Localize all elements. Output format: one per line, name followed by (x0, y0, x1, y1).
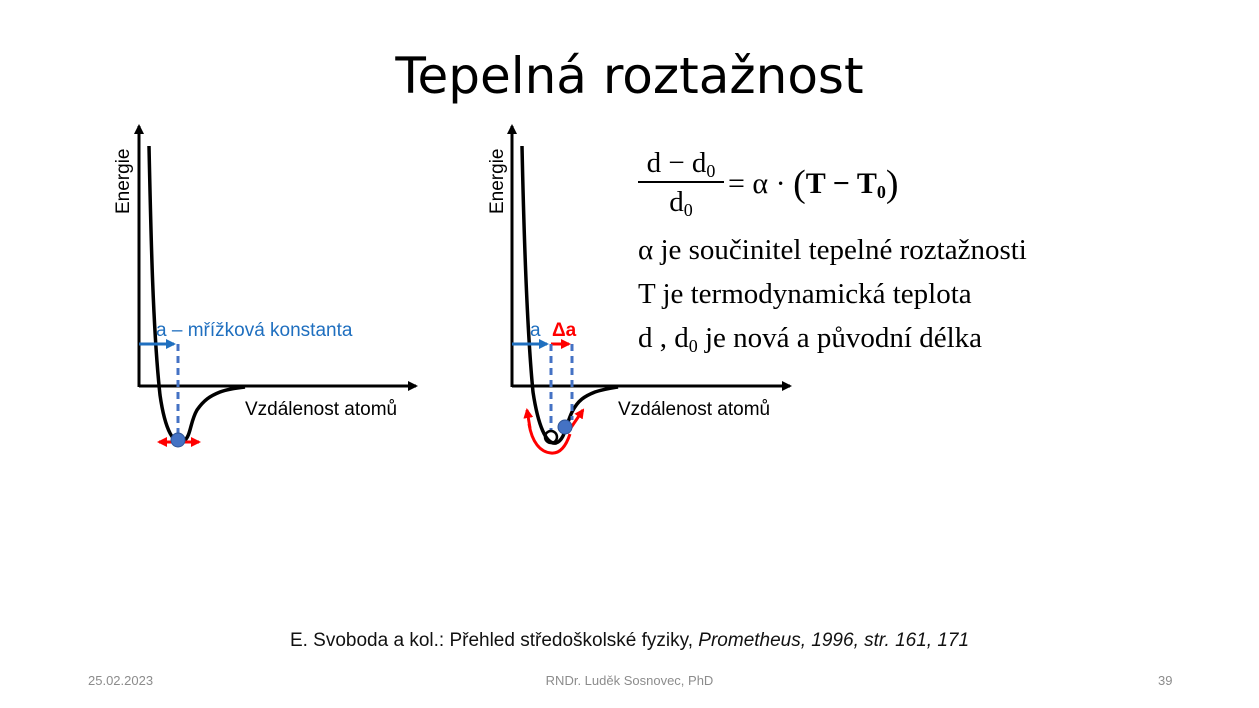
right-a-label: a (530, 320, 541, 341)
footer-author: RNDr. Luděk Sosnovec, PhD (545, 673, 714, 688)
formula-denominator: $d_0$ (669, 186, 693, 220)
right-potential-curve (522, 146, 618, 443)
definitions (638, 228, 1108, 360)
right-distance-axis-label: Vzdálenost atomů (618, 399, 771, 420)
left-lattice-label: a – mřížková konstanta (156, 320, 353, 341)
formula-right-side: = $\alpha \cdot (T - T_0)$ (728, 163, 899, 205)
footer-page-number: 39 (1158, 673, 1173, 688)
right-delta-a-label: Δa (552, 320, 577, 341)
footer-date: 25.02.2023 (88, 673, 154, 688)
alpha-definition: α je součinitel tepelné roztažnosti (638, 234, 1027, 266)
fraction-bar (638, 181, 724, 183)
right-energy-axis-label: Energie (487, 148, 508, 214)
reference-citation: E. Svoboda a kol.: Přehled středoškolské fyziky, Prometheus, 1996, str. 161, 171 (289, 630, 970, 651)
formula-fraction (638, 146, 724, 219)
left-energy-axis-label: Energie (113, 148, 134, 214)
left-potential-curve (149, 146, 245, 442)
slide-title: Tepelná roztažnost (395, 47, 864, 105)
left-diagram (113, 126, 416, 447)
right-expansion-arrow-left (527, 410, 530, 428)
left-distance-axis-label: Vzdálenost atomů (245, 399, 398, 420)
temperature-definition: T je termodynamická teplota (638, 278, 972, 310)
right-atom-expanded (558, 420, 572, 434)
left-atom (171, 433, 185, 447)
formula-numerator: $d - d_0$ (646, 147, 716, 181)
length-definition: d , $d_0$ je nová a původní délka (638, 322, 983, 356)
